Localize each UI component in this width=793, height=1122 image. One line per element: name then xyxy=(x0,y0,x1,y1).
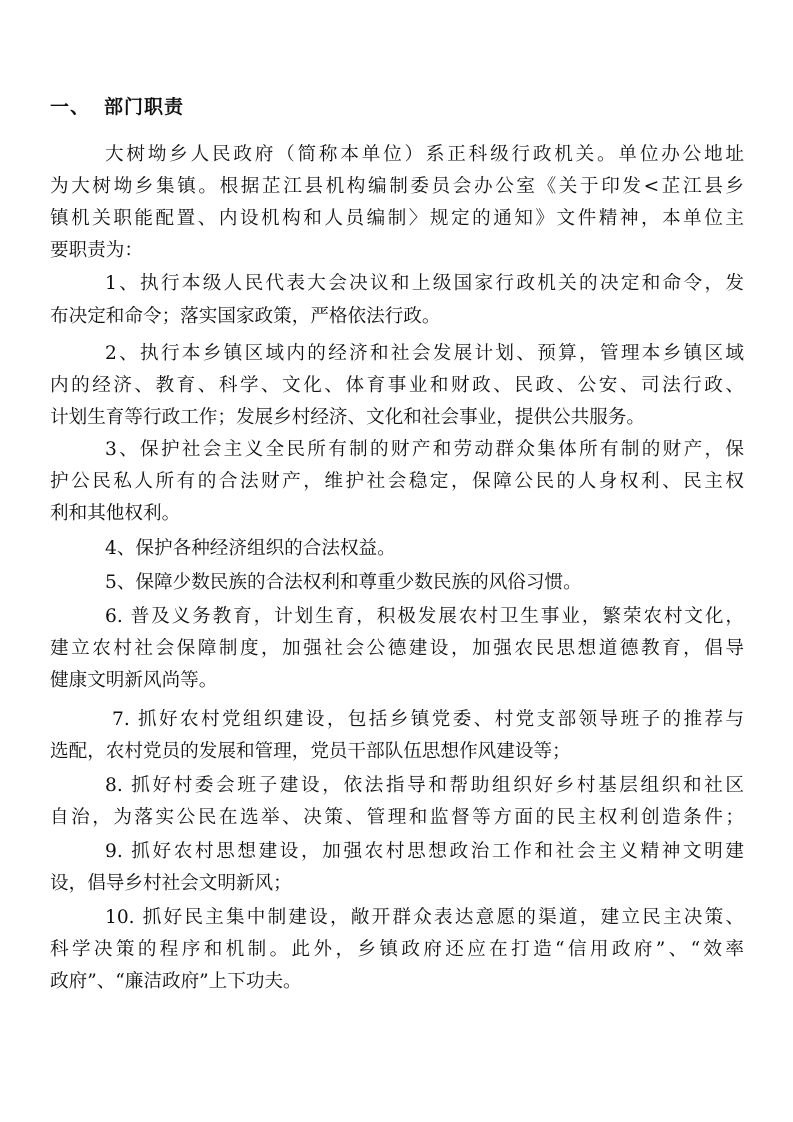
duty-line: 3、保护社会主义全民所有制的财产和劳动群众集体所有制的财产，保 xyxy=(105,439,744,460)
intro-line: 要职责为： xyxy=(50,240,143,261)
duty-line: 计划生育等行政工作；发展乡村经济、文化和社会事业，提供公共服务。 xyxy=(50,407,646,428)
duty-line: 6. 普及义务教育，计划生育，积极发展农村卫生事业，繁荣农村文化， xyxy=(105,606,744,627)
intro-line: 大树坳乡人民政府（简称本单位）系正科级行政机关。单位办公地址 xyxy=(105,144,744,165)
duty-line: 1、执行本级人民代表大会决议和上级国家行政机关的决定和命令，发 xyxy=(105,273,744,294)
section-heading xyxy=(50,92,184,119)
duty-line: 利和其他权利。 xyxy=(50,503,181,524)
section-number: 一、 xyxy=(50,96,91,118)
duty-line: 9. 抓好农村思想建设，加强农村思想政治工作和社会主义精神文明建 xyxy=(105,841,744,862)
intro-line: 镇机关职能配置、内设机构和人员编制〉规定的通知》文件精神，本单位主 xyxy=(50,208,744,229)
duty-line: 7. 抓好农村党组织建设，包括乡镇党委、村党支部领导班子的推荐与 xyxy=(112,709,744,730)
duty-line: 2、执行本乡镇区域内的经济和社会发展计划、预算，管理本乡镇区域 xyxy=(105,343,744,364)
duty-line: 健康文明新风尚等。 xyxy=(50,670,218,691)
duty-line: 选配，农村党员的发展和管理，党员干部队伍思想作风建设等； xyxy=(50,741,571,762)
duty-line: 4、保护各种经济组织的合法权益。 xyxy=(105,538,396,559)
section-title: 部门职责 xyxy=(104,96,185,118)
duty-line: 自治，为落实公民在选举、决策、管理和监督等方面的民主权利创造条件； xyxy=(50,807,744,828)
duty-line: 建立农村社会保障制度，加强社会公德建设，加强农民思想道德教育，倡导 xyxy=(50,638,744,659)
duty-line: 8. 抓好村委会班子建设，依法指导和帮助组织好乡村基层组织和社区 xyxy=(105,775,744,796)
intro-line: 为大树坳乡集镇。根据芷江县机构编制委员会办公室《关于印发<芷江县乡 xyxy=(50,176,744,197)
duty-line: 布决定和命令；落实国家政策，严格依法行政。 xyxy=(50,306,441,327)
duty-line: 5、保障少数民族的合法权利和尊重少数民族的风俗习惯。 xyxy=(105,572,582,593)
duty-line: 10. 抓好民主集中制建设，敞开群众表达意愿的渠道，建立民主决策、 xyxy=(105,907,744,928)
duty-line: 内的经济、教育、科学、文化、体育事业和财政、民政、公安、司法行政、 xyxy=(50,375,744,396)
duty-line: 科学决策的程序和机制。此外，乡镇政府还应在打造“信用政府”、“效率 xyxy=(50,939,744,960)
duty-line: 护公民私人所有的合法财产，维护社会稳定，保障公民的人身权利、民主权 xyxy=(50,471,744,492)
duty-line: 设，倡导乡村社会文明新风； xyxy=(50,873,292,894)
duty-line: 政府”、“廉洁政府”上下功夫。 xyxy=(50,971,302,992)
